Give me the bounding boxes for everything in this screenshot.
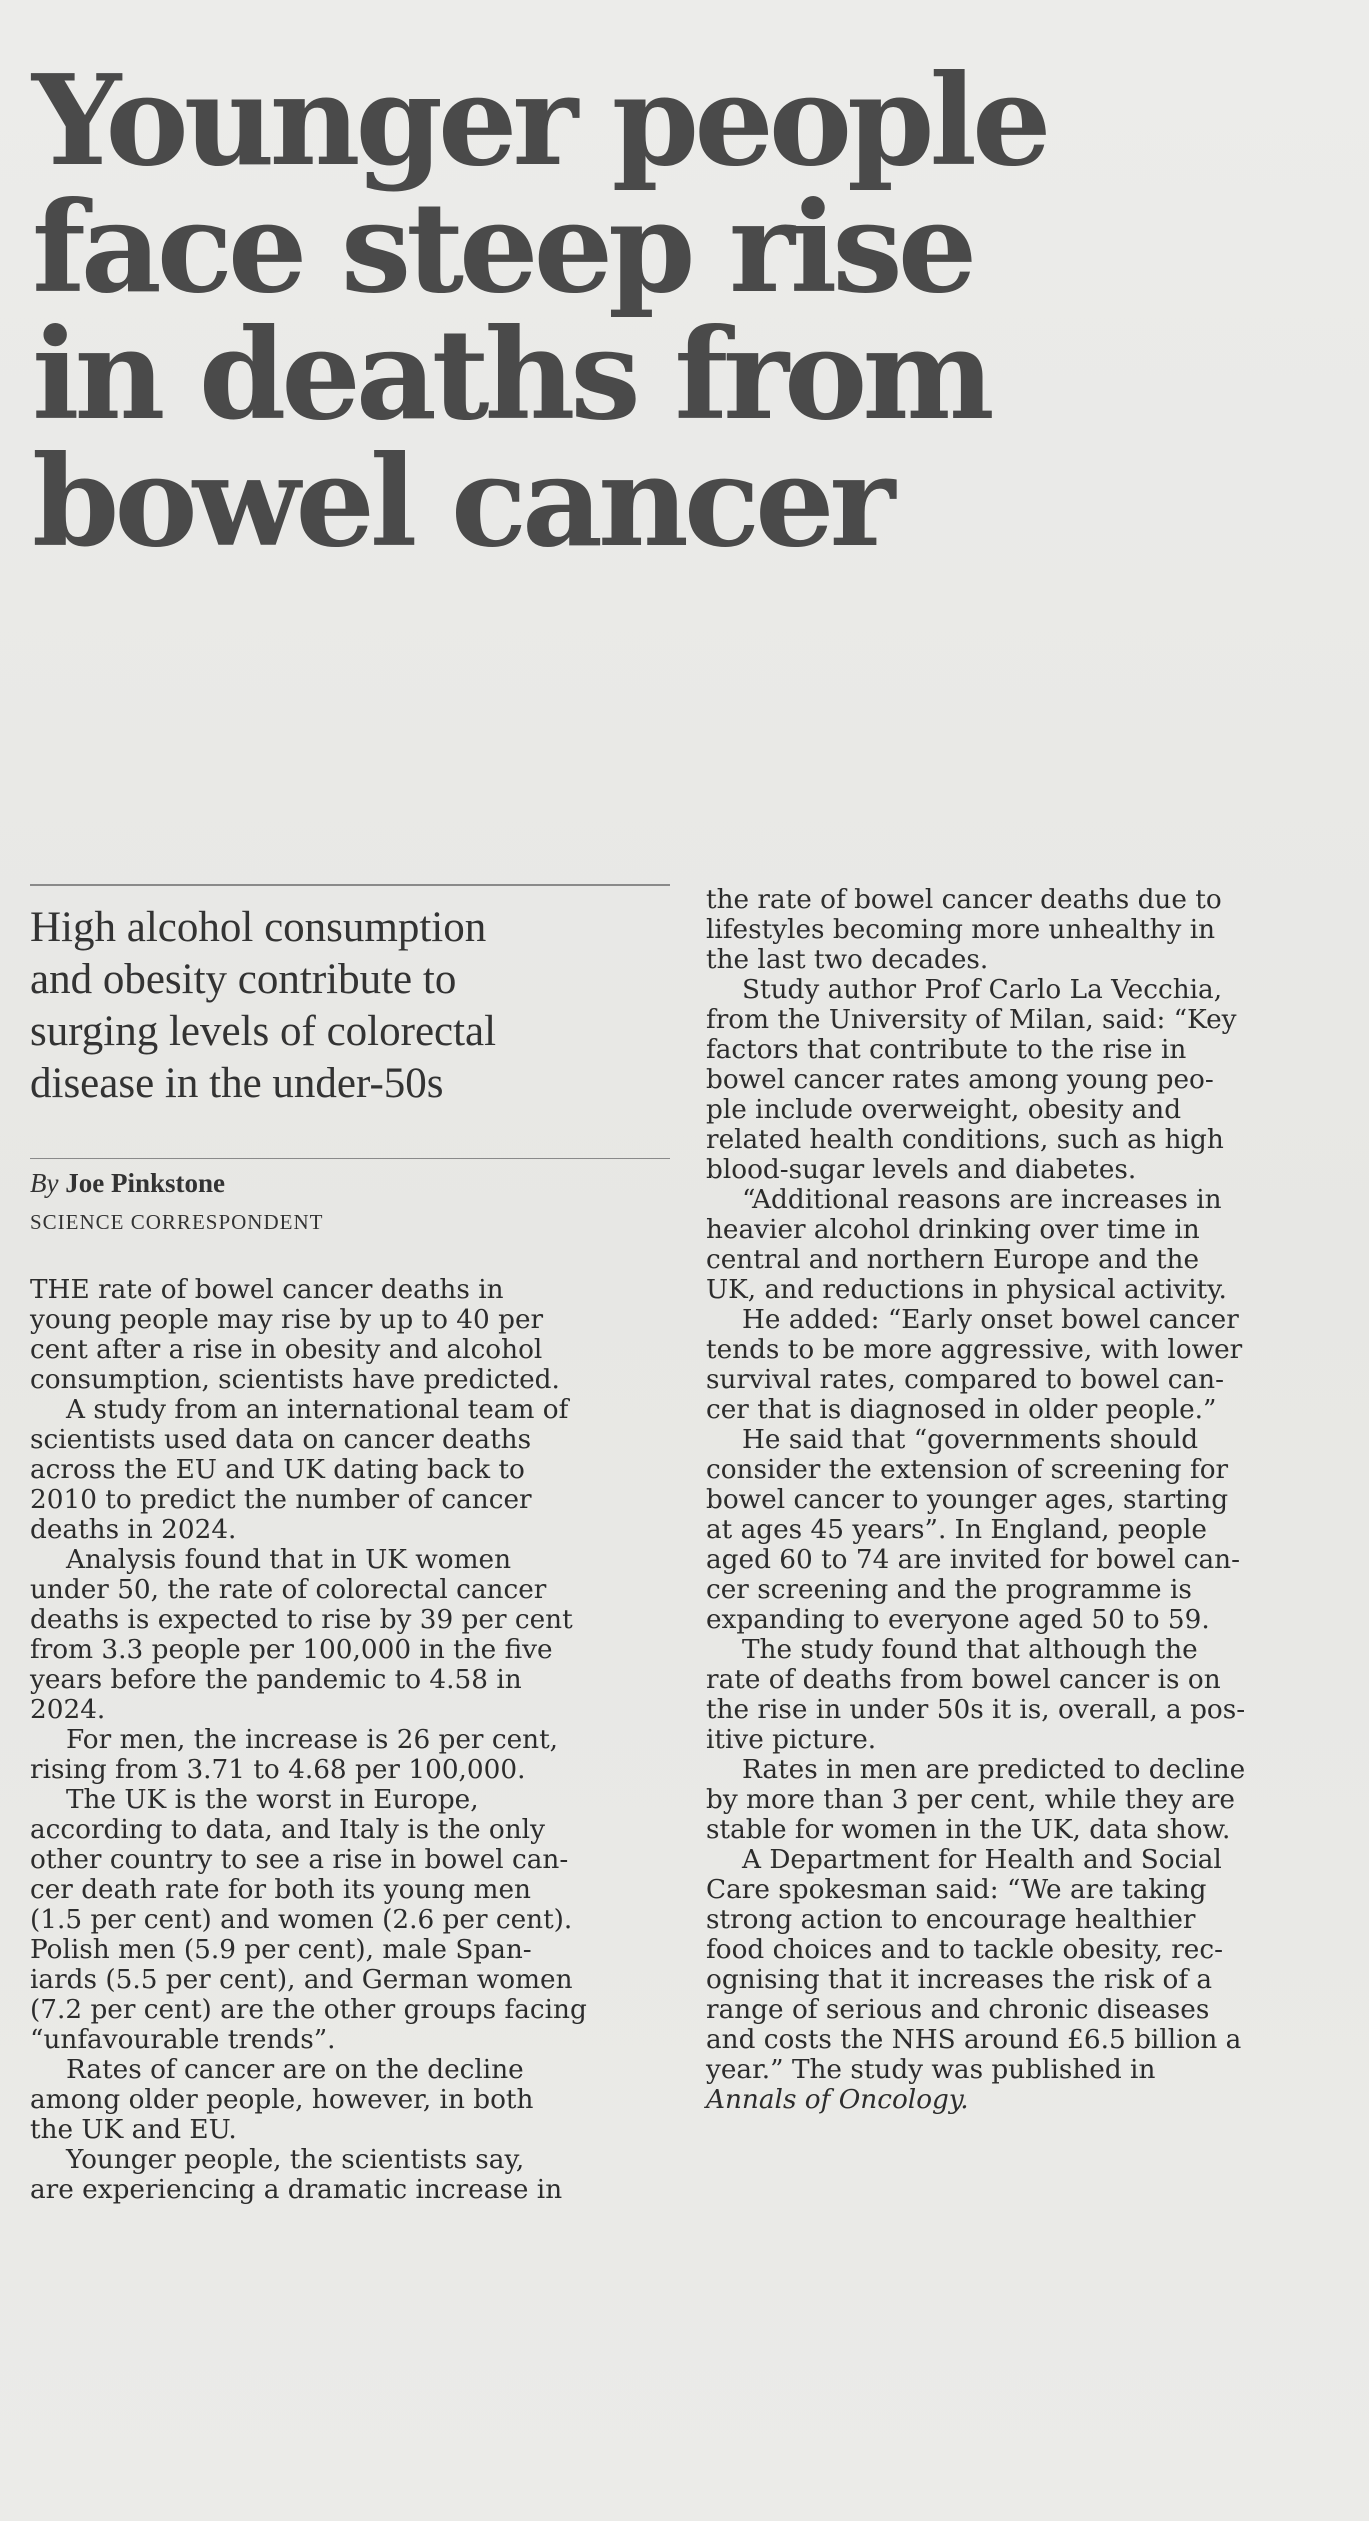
body-text-line: A study from an international team of [66,1395,569,1425]
standfirst-line: disease in the under-50s [30,1060,444,1107]
body-column-2 [706,885,1346,2115]
body-text-line: Care spokesman said: “We are taking [706,1875,1207,1905]
body-text-line: the UK and EU. [30,2115,237,2145]
body-text-line: deaths in 2024. [30,1515,237,1545]
body-text-line: across the EU and UK dating back to [30,1455,525,1485]
body-text-line: under 50, the rate of colorectal cancer [30,1575,547,1605]
body-text-line: consumption, scientists have predicted. [30,1365,560,1395]
body-text-line: from 3.3 people per 100,000 in the five [30,1635,553,1665]
body-text-line: Annals of Oncology. [706,2085,969,2115]
body-text-line: are experiencing a dramatic increase in [30,2175,563,2205]
body-text-line: strong action to encourage healthier [706,1905,1196,1935]
body-text-line: at ages 45 years”. In England, people [706,1515,1207,1545]
author-role: SCIENCE CORRESPONDENT [30,1210,324,1234]
body-text-line: among older people, however, in both [30,2085,534,2115]
headline [32,48,1332,575]
body-column-1 [30,1275,670,2205]
body-text-line: by more than 3 per cent, while they are [706,1785,1235,1815]
body-text-line: THE rate of bowel cancer deaths in [30,1275,504,1305]
body-text-line: Analysis found that in UK women [66,1545,512,1575]
headline-line: bowel cancer [32,429,891,575]
body-text-line: 2010 to predict the number of cancer [30,1485,532,1515]
standfirst-top-rule [30,884,670,886]
standfirst-line: and obesity contribute to [30,956,457,1003]
body-text-line: iards (5.5 per cent), and German women [30,1965,573,1995]
body-text-line: aged 60 to 74 are invited for bowel can- [706,1545,1241,1575]
body-text-line: range of serious and chronic diseases [706,1995,1210,2025]
body-text-line: factors that contribute to the rise in [706,1035,1187,1065]
body-text-line: UK, and reductions in physical activity. [706,1275,1227,1305]
body-text-line: “unfavourable trends”. [30,2025,336,2055]
body-text-line: Rates of cancer are on the decline [66,2055,524,2085]
body-text-line: expanding to everyone aged 50 to 59. [706,1605,1210,1635]
body-text-line: according to data, and Italy is the only [30,1815,545,1845]
standfirst-bottom-rule [30,1158,670,1159]
body-text-line: bowel cancer rates among young peo- [706,1065,1214,1095]
body-text-line: other country to see a rise in bowel can- [30,1845,569,1875]
body-text-line: consider the extension of screening for [706,1455,1229,1485]
body-text-line: (7.2 per cent) are the other groups facing [30,1995,587,2025]
body-text-line: He added: “Early onset bowel cancer [742,1305,1239,1335]
body-text-line: For men, the increase is 26 per cent, [66,1725,559,1755]
body-text-line: the rate of bowel cancer deaths due to [706,885,1222,915]
body-text-line: bowel cancer to younger ages, starting [706,1485,1229,1515]
body-text-line: ognising that it increases the risk of a [706,1965,1213,1995]
body-text-line: lifestyles becoming more unhealthy in [706,915,1216,945]
body-text-line: “Additional reasons are increases in [742,1185,1222,1215]
byline-prefix: By [30,1168,59,1198]
author-name: Joe Pinkstone [65,1168,225,1198]
body-text-line: Polish men (5.9 per cent), male Span- [30,1935,532,1965]
body-text-line: cent after a rise in obesity and alcohol [30,1335,543,1365]
body-text-line: years before the pandemic to 4.58 in [30,1665,522,1695]
body-text-line: 2024. [30,1695,106,1725]
body-text-line: The UK is the worst in Europe, [66,1785,479,1815]
body-text-line: Younger people, the scientists say, [66,2145,525,2175]
body-text-line: A Department for Health and Social [742,1845,1222,1875]
headline-line: in deaths from [32,302,990,448]
body-text-line: Rates in men are predicted to decline [742,1755,1246,1785]
body-text-line: itive picture. [706,1725,877,1755]
body-text-line: from the University of Milan, said: “Key [706,1005,1237,1035]
body-text-line: heavier alcohol drinking over time in [706,1215,1200,1245]
byline [30,1168,225,1199]
body-text-line: blood-sugar levels and diabetes. [706,1155,1137,1185]
body-text-line: the rise in under 50s it is, overall, a pos- [706,1695,1246,1725]
body-text-line: deaths is expected to rise by 39 per cent [30,1605,573,1635]
body-text-line: and costs the NHS around £6.5 billion a [706,2025,1242,2055]
body-text-line: tends to be more aggressive, with lower [706,1335,1243,1365]
body-text-line: cer death rate for both its young men [30,1875,531,1905]
body-text-line: The study found that although the [742,1635,1198,1665]
body-text-line: food choices and to tackle obesity, rec- [706,1935,1223,1965]
body-text-line: the last two decades. [706,945,989,975]
body-text-line: Study author Prof Carlo La Vecchia, [742,975,1223,1005]
body-text-line: rising from 3.71 to 4.68 per 100,000. [30,1755,526,1785]
standfirst-line: surging levels of colorectal [30,1008,497,1055]
body-text-line: young people may rise by up to 40 per [30,1305,544,1335]
body-text-line: related health conditions, such as high [706,1125,1224,1155]
body-text-line: stable for women in the UK, data show. [706,1815,1231,1845]
body-text-line: (1.5 per cent) and women (2.6 per cent). [30,1905,573,1935]
body-text-line: rate of deaths from bowel cancer is on [706,1665,1221,1695]
body-text-line: He said that “governments should [742,1425,1199,1455]
body-text-line: year.” The study was published in [706,2055,1156,2085]
body-text-line: survival rates, compared to bowel can- [706,1365,1224,1395]
body-text-line: central and northern Europe and the [706,1245,1200,1275]
body-text-line: scientists used data on cancer deaths [30,1425,532,1455]
body-text-line: cer screening and the programme is [706,1575,1192,1605]
body-text-line: cer that is diagnosed in older people.” [706,1395,1217,1425]
standfirst-line: High alcohol consumption [30,904,487,951]
body-text-line: ple include overweight, obesity and [706,1095,1182,1125]
standfirst [30,902,670,1110]
headline-line: face steep rise [32,175,973,321]
headline-line: Younger people [32,48,1047,194]
